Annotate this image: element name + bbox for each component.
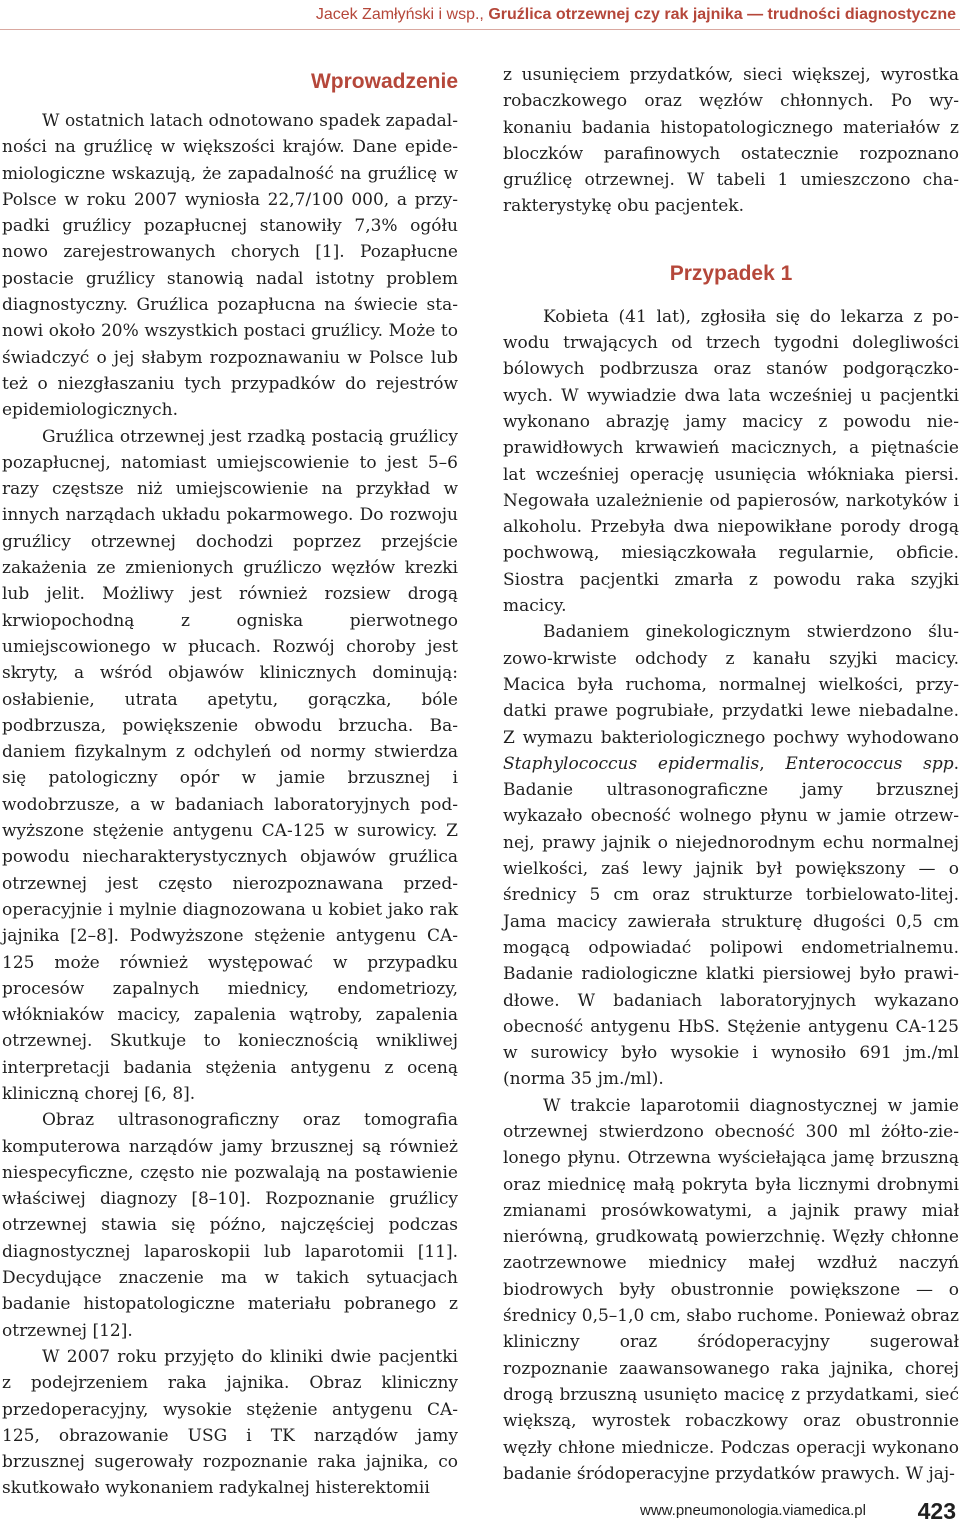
paragraph: W 2007 roku przyjęto do kliniki dwie pacjentki z podejrzeniem raka jajnika. Obraz kliniczny przedoperacyjny, wysokie stężenie antygenu CA-125, obrazowanie USG i TK narządów jamy brzusznej sugerowały rozpoznanie raka jajnika, co skutkowało wykonaniem radykalnej histerektomii xyxy=(2,1346,458,1499)
bacteria-name: Staphylococcus epidermalis xyxy=(503,753,760,774)
page-number: 423 xyxy=(917,1498,956,1524)
bacteria-name: Enterococcus spp xyxy=(785,753,954,774)
right-column xyxy=(503,62,959,1487)
section-heading-case-1: Przypadek 1 xyxy=(669,261,793,285)
paragraph: Gruźlica otrzewnej jest rzadką postacią gruźlicy pozapłucnej, natomiast umiejscowienie to jest 5–6 razy częstsze niż umiejscowienie na przykład w innych narządach układu pokarmowego. Do rozwoju gruźlicy otrzewnej dochodzi poprzez przejście zakażenia ze zmienionych gruźliczo węzłów krezki lub jelit. Możliwy jest również rozsiew drogą krwiopochodną z ogniska pierwotnego umiejscowionego w płucach. Rozwój choroby jest skryty, a wśród objawów klinicznych dominują: osłabienie, utrata apetytu, gorączka, bóle podbrzusza, powiększenie obwodu brzucha. Badaniem fizykalnym z odchyleń od normy stwierdza się patologiczny opór w jamie brzusznej i wodobrzusze, a w badaniach laboratoryjnych podwyższone stężenie antygenu CA-125 w surowicy. Z powodu niecharakterystycznych objawów gruźlica otrzewnej jest często nierozpoznawana przedoperacyjnie i mylnie diagnozowana u kobiet jako rak jajnika [2–8]. Podwyższone stężenie antygenu CA-125 może również występować w przypadku procesów zapalnych miednicy, endometriozy, włókniaków macicy, zapalenia wątroby, zapalenia otrzewnej. Skutkuje to koniecznością wnikliwej interpretacji badania stężenia antygenu z oceną kliniczną chorej [6, 8]. xyxy=(2,426,458,1104)
text-run: . Badanie ultrasonograficzne jamy brzusznej wykazało obecność wolnego płynu w jamie otrzewnej, prawy jajnik o niejednorodnym echu normalnej wielkości, zaś lewy jajnik był powiększony — o średnicy 5 cm oraz strukturze torbielowato-litej. Jama macicy zawierała strukturę długości 0,5 cm mogącą odpowiadać polipowi endometrialnemu. Badanie radiologiczne klatki piersiowej było prawidłowe. W badaniach laboratoryjnych wykazano obecność antygenu HbS. Stężenie antygenu CA-125 w surowicy było wysokie i wynosiło 691 jm./ml (norma 35 jm./ml). xyxy=(503,753,959,1090)
text-run: , xyxy=(759,753,786,774)
paragraph: W ostatnich latach odnotowano spadek zapadalności na gruźlicę w większości krajów. Dane epidemiologiczne wskazują, że zapadalność na gruźlicę w Polsce w roku 2007 wyniosła 22,7/100 000, a przypadki gruźlicy pozapłucnej stanowiły 7,3% ogółu nowo zarejestrowanych chorych [1]. Pozapłucne postacie gruźlicy stanowią nadal istotny problem diagnostyczny. Gruźlica pozapłucna na świecie stanowi około 20% wszystkich postaci gruźlicy. Może to świadczyć o jej słabym rozpoznawaniu w Polsce lub też o niezgłaszaniu tych przypadków do rejestrów epidemiologicznych. xyxy=(2,111,458,421)
text-run: Badaniem ginekologicznym stwierdzono śluzowo-krwiste odchody z kanału szyjki macicy. Macica była ruchoma, normalnej wielkości, przydatki prawe pogrubiałe, przydatki lewe niebadalne. Z wymazu bakteriologicznego pochwy wyhodowano xyxy=(503,622,959,748)
footer-url: www.pneumonologia.viamedica.pl xyxy=(640,1502,866,1519)
paragraph xyxy=(503,619,959,1092)
header-title: Gruźlica otrzewnej czy rak jajnika — trudności diagnostyczne xyxy=(488,6,956,23)
paragraph-continued: z usunięciem przydatków, sieci większej, wyrostka robaczkowego oraz węzłów chłonnych. Po wykonaniu badania histopatologicznego materiałów z bloczków parafinowych ostatecznie rozpoznano gruźlicę otrzewnej. W tabeli 1 umieszczono charakterystykę obu pacjentek. xyxy=(503,65,959,217)
left-column xyxy=(2,62,458,1502)
header-authors: Jacek Zamłyński i wsp., xyxy=(315,6,484,23)
paragraph: Kobieta (41 lat), zgłosiła się do lekarza z powodu trwających od trzech tygodni dolegliwości bólowych podbrzusza oraz stanów podgorączkowych. W wywiadzie dwa lata wcześniej u pacjentki wykonano abrazję jamy macicy z powodu nieprawidłowych krwawień macicznych, a piętnaście lat wcześniej operację usunięcia włókniaka piersi. Negowała uzależnienie od papierosów, narkotyków i alkoholu. Przebyła dwa niepowikłane porody drogą pochwową, miesiączkowała regularnie, obficie. Siostra pacjentki zmarła z powodu raka szyjki macicy. xyxy=(503,306,959,617)
running-head xyxy=(0,0,960,30)
paragraph: Obraz ultrasonograficzny oraz tomografia komputerowa narządów jamy brzusznej są również niespecyficzne, często nie pozwalają na postawienie właściwej diagnozy [8–10]. Rozpoznanie gruźlicy otrzewnej stawia się późno, najczęściej podczas diagnostycznej laparoskopii lub laparotomii [11]. Decydujące znaczenie ma w takich sytuacjach badanie histopatologiczne materiału pobranego z otrzewnej [12]. xyxy=(2,1110,458,1341)
paragraph: W trakcie laparotomii diagnostycznej w jamie otrzewnej stwierdzono obecność 300 ml żółto-zielonego płynu. Otrzewna wyściełająca jamę brzuszną oraz miednicę małą pokryta była licznymi drobnymi zmianami prosówkowatymi, a jajnik prawy miał nierówną, grudkowatą powierzchnię. Węzły chłonne zaotrzewnowe miednicy małej wzdłuż naczyń biodrowych były obustronnie powiększone — o średnicy 0,5–1,0 cm, słabo ruchome. Ponieważ obraz kliniczny oraz śródoperacyjny sugerował rozpoznanie zaawansowanego raka jajnika, chorej drogą brzuszną usunięto macicę z przydatkami, sieć większą, wyrostek robaczkowy oraz obustronnie węzły chłone miednicze. Podczas operacji wykonano badanie śródoperacyjne przydatków prawych. W jaj- xyxy=(503,1095,959,1484)
section-heading-introduction: Wprowadzenie xyxy=(310,70,458,93)
